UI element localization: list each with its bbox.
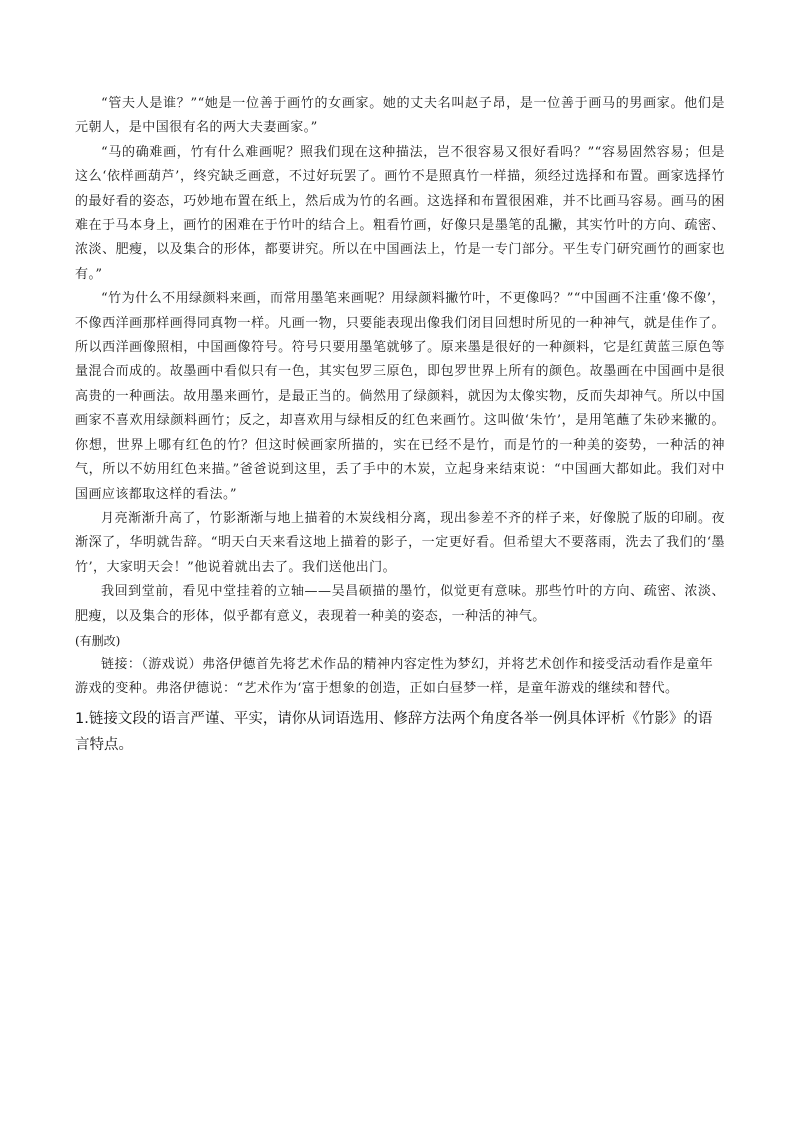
link-paragraph: 链接：（游戏说）弗洛伊德首先将艺术作品的精神内容定性为梦幻，并将艺术创作和接受活动看作是童年游戏的变种。弗洛伊德说：“艺术作为‘富于想象的创造，正如白昼梦一样，是童年游戏的继续和替代。 bbox=[75, 656, 714, 697]
passage-paragraph-5: 我回到堂前，看见中堂挂着的立轴——吴昌硕描的墨竹，似觉更有意味。那些竹叶的方向、疏密、浓淡、肥瘦，以及集合的形体，似乎都有意义，表现着一种美的姿态，一种活的神气。 bbox=[75, 584, 725, 624]
passage-paragraph-4: 月亮渐渐升高了，竹影渐渐与地上描着的木炭线相分离，现出参差不齐的样子来，好像脱了版的印刷。夜渐深了，华明就告辞。“明天白天来看这地上描着的影子，一定更好看。但希望大不要落雨，洗去了我们的‘墨竹’，大家明天会！”他说着就出去了。我们送他出门。 bbox=[75, 510, 725, 575]
passage-paragraph-3: “竹为什么不用绿颜料来画，而常用墨笔来画呢？用绿颜料撇竹叶，不更像吗？”“中国画不注重‘像不像’，不像西洋画那样画得同真物一样。凡画一物，只要能表现出像我们闭目回想时所见的一种神气，就是佳作了。所以西洋画像照相，中国画像符号。符号只要用墨笔就够了。原来墨是很好的一种颜料，它是红黄蓝三原色等量混合而成的。故墨画中看似只有一色，其实包罗三原色，即包罗世界上所有的颜色。故墨画在中国画中是很高贵的一种画法。故用墨来画竹，是最正当的。倘然用了绿颜料，就因为太像实物，反而失却神气。所以中国画家不喜欢用绿颜料画竹；反之，却喜欢用与绿相反的红色来画竹。这叫做‘朱竹’，是用笔蘸了朱砂来撇的。你想，世界上哪有红色的竹？但这时候画家所描的，实在已经不是竹，而是竹的一种美的姿势，一种活的神气，所以不妨用红色来描。”爸爸说到这里，丢了手中的木炭，立起身来结束说：“中国画大都如此。我们对中国画应该都取这样的看法。” bbox=[75, 291, 725, 502]
passage-paragraph-1: “管夫人是谁？”“她是一位善于画竹的女画家。她的丈夫名叫赵子昂，是一位善于画马的男画家。他们是元朝人，是中国很有名的两大夫妻画家。” bbox=[75, 96, 725, 136]
question-1: 1.链接文段的语言严谨、平实，请你从词语选用、修辞方法两个角度各举一例具体评析《竹影》的语言特点。 bbox=[75, 710, 713, 753]
document-content bbox=[75, 92, 725, 758]
passage-paragraph-2: “马的确难画，竹有什么难画呢？照我们现在这种描法，岂不很容易又很好看吗？”“容易固然容易；但是这么‘依样画葫芦’，终究缺乏画意，不过好玩罢了。画竹不是照真竹一样描，须经过选择和布置。画家选择竹的最好看的姿态，巧妙地布置在纸上，然后成为竹的名画。这选择和布置很困难，并不比画马容易。画马的困难在于马本身上，画竹的困难在于竹叶的结合上。粗看竹画，好像只是墨笔的乱撇，其实竹叶的方向、疏密、浓淡、肥瘦，以及集合的形体，都要讲究。所以在中国画法上，竹是一专门部分。平生专门研究画竹的画家也有。” bbox=[75, 144, 725, 282]
deletion-note: (有删改) bbox=[75, 633, 121, 648]
